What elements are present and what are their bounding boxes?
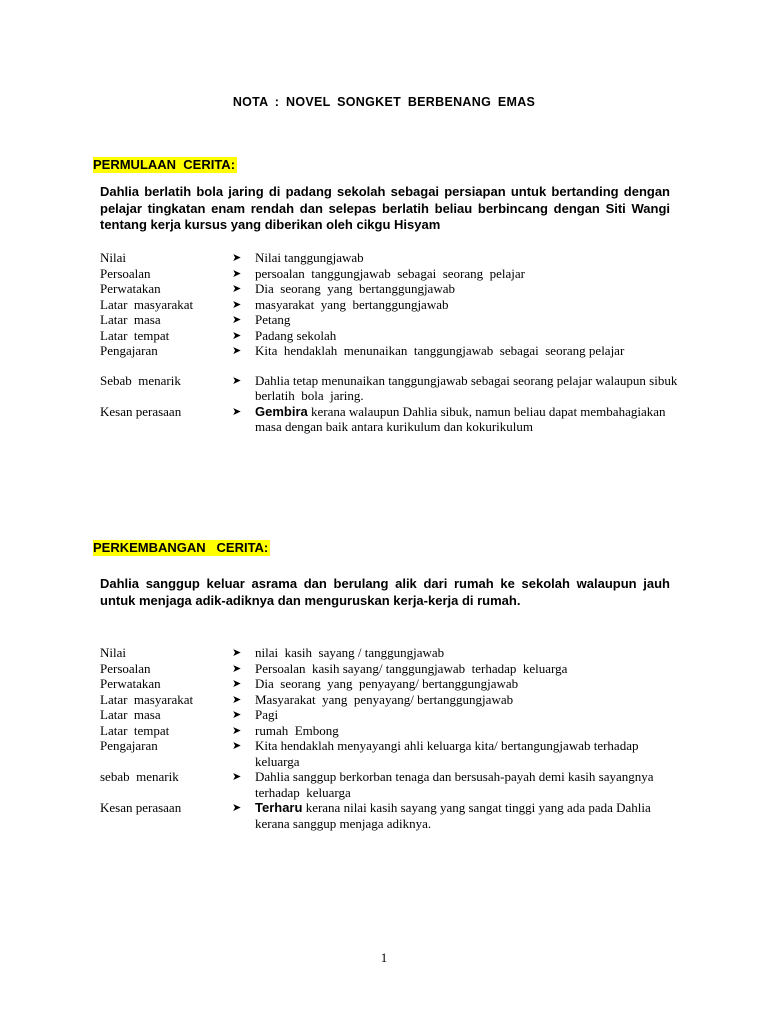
detail-value: Padang sekolah <box>255 327 337 343</box>
arrow-bullet-icon: ➤ <box>232 344 242 357</box>
detail-row-latar-masa <box>100 312 680 328</box>
arrow-bullet-icon: ➤ <box>232 646 242 659</box>
detail-label: Pengajaran <box>100 343 158 358</box>
detail-label: Latar masa <box>100 312 161 327</box>
arrow-bullet-icon: ➤ <box>232 661 242 675</box>
arrow-bullet-icon: ➤ <box>232 297 242 311</box>
detail-value: Kita hendaklah menunaikan tanggungjawab sebagai seorang pelajar <box>255 343 625 358</box>
detail-label: Perwatakan <box>100 676 161 691</box>
document-title: NOTA : NOVEL SONGKET BERBENANG EMAS <box>232 95 536 109</box>
detail-value: rumah Embong <box>255 722 339 738</box>
detail-value: Pagi <box>255 707 279 722</box>
section-heading-permulaan: PERMULAAN CERITA: <box>93 157 236 172</box>
arrow-bullet-icon: ➤ <box>232 708 242 721</box>
detail-value: Masyarakat yang penyayang/ bertanggungjawab <box>255 691 514 707</box>
detail-row-latar-tempat <box>100 328 680 344</box>
arrow-bullet-icon: ➤ <box>232 723 242 737</box>
detail-label: Kesan perasaan <box>100 800 182 815</box>
detail-label: Sebab menarik <box>100 372 181 388</box>
emotion-explanation: kerana walaupun Dahlia sibuk, namun beliau dapat membahagiakan masa dengan baik antara kurikulum dan kokurikulum <box>255 403 669 434</box>
detail-row-latar-tempat <box>100 723 680 739</box>
detail-label: Persoalan <box>100 660 151 676</box>
detail-value: Nilai tanggungjawab <box>255 250 364 265</box>
detail-row-kesan-perasaan <box>100 404 680 435</box>
page-number: 1 <box>380 950 388 965</box>
arrow-bullet-icon: ➤ <box>232 801 242 814</box>
section-summary-permulaan: Dahlia berlatih bola jaring di padang sekolah sebagai persiapan untuk bertanding dengan pelajar tingkatan enam rendah dan selepas berlatih beliau berbincang dengan Siti Wangi tentang kerja kursus yang diberikan oleh cikgu Hisyam <box>100 184 670 232</box>
arrow-bullet-icon: ➤ <box>232 404 242 418</box>
detail-value: Dia seorang yang bertanggungjawab <box>255 281 455 296</box>
detail-value <box>255 404 680 435</box>
arrow-bullet-icon: ➤ <box>232 692 242 706</box>
detail-value: Dahlia sanggup berkorban tenaga dan bersusah-payah demi kasih sayangnya terhadap keluarga <box>255 769 661 800</box>
emotion-keyword: Gembira <box>255 403 308 419</box>
detail-label: Kesan perasaan <box>100 403 182 419</box>
detail-label: sebab menarik <box>100 769 179 784</box>
arrow-bullet-icon: ➤ <box>232 282 242 295</box>
detail-label: Latar masyarakat <box>100 691 194 707</box>
detail-row-kesan-perasaan <box>100 800 680 831</box>
section-details-perkembangan <box>100 645 680 831</box>
arrow-bullet-icon: ➤ <box>232 373 242 387</box>
detail-row-pengajaran <box>100 343 680 359</box>
detail-row-sebab-menarik <box>100 769 680 800</box>
arrow-bullet-icon: ➤ <box>232 677 242 690</box>
detail-value: persoalan tanggungjawab sebagai seorang pelajar <box>255 265 526 281</box>
detail-value: Dahlia tetap menunaikan tanggungjawab sebagai seorang pelajar walaupun sibuk berlatih bola jaring. <box>255 372 684 403</box>
section-details-permulaan <box>100 250 684 435</box>
arrow-bullet-icon: ➤ <box>232 251 242 264</box>
detail-label: Latar masa <box>100 707 161 722</box>
detail-label: Perwatakan <box>100 281 161 296</box>
detail-row-nilai <box>100 250 680 266</box>
detail-value: Kita hendaklah menyayangi ahli keluarga kita/ bertangungjawab terhadap keluarga <box>255 738 645 769</box>
detail-row-perwatakan <box>100 676 680 692</box>
detail-row-persoalan <box>100 661 680 677</box>
detail-value: nilai kasih sayang / tanggungjawab <box>255 645 445 660</box>
arrow-bullet-icon: ➤ <box>232 266 242 280</box>
detail-label: Latar masyarakat <box>100 296 194 312</box>
detail-value: Petang <box>255 312 291 327</box>
detail-value: Dia seorang yang penyayang/ bertanggungjawab <box>255 676 519 691</box>
detail-value: masyarakat yang bertanggungjawab <box>255 296 449 312</box>
section-summary-perkembangan: Dahlia sanggup keluar asrama dan berulang alik dari rumah ke sekolah walaupun jauh untuk menjaga adik-adiknya dan menguruskan kerja-kerja di rumah. <box>100 576 670 608</box>
detail-label: Nilai <box>100 250 126 265</box>
detail-row-latar-masyarakat <box>100 692 680 708</box>
arrow-bullet-icon: ➤ <box>232 313 242 326</box>
detail-label: Latar tempat <box>100 722 170 738</box>
detail-value: Persoalan kasih sayang/ tanggungjawab terhadap keluarga <box>255 660 568 676</box>
detail-row-persoalan <box>100 266 680 282</box>
emotion-keyword: Terharu <box>255 800 303 815</box>
detail-row-perwatakan <box>100 281 680 297</box>
detail-row-latar-masa <box>100 707 680 723</box>
detail-label: Latar tempat <box>100 327 170 343</box>
detail-label: Pengajaran <box>100 738 158 753</box>
section-heading-perkembangan: PERKEMBANGAN CERITA: <box>93 540 269 555</box>
detail-row-pengajaran <box>100 738 680 769</box>
detail-row-nilai <box>100 645 680 661</box>
arrow-bullet-icon: ➤ <box>232 328 242 342</box>
arrow-bullet-icon: ➤ <box>232 739 242 752</box>
detail-value <box>255 800 680 831</box>
detail-label: Nilai <box>100 645 126 660</box>
arrow-bullet-icon: ➤ <box>232 770 242 783</box>
detail-row-latar-masyarakat <box>100 297 680 313</box>
emotion-explanation: kerana nilai kasih sayang yang sangat tinggi yang ada pada Dahlia kerana sanggup menjaga adiknya. <box>255 800 655 831</box>
detail-row-sebab-menarik <box>100 372 684 404</box>
detail-label: Persoalan <box>100 265 151 281</box>
